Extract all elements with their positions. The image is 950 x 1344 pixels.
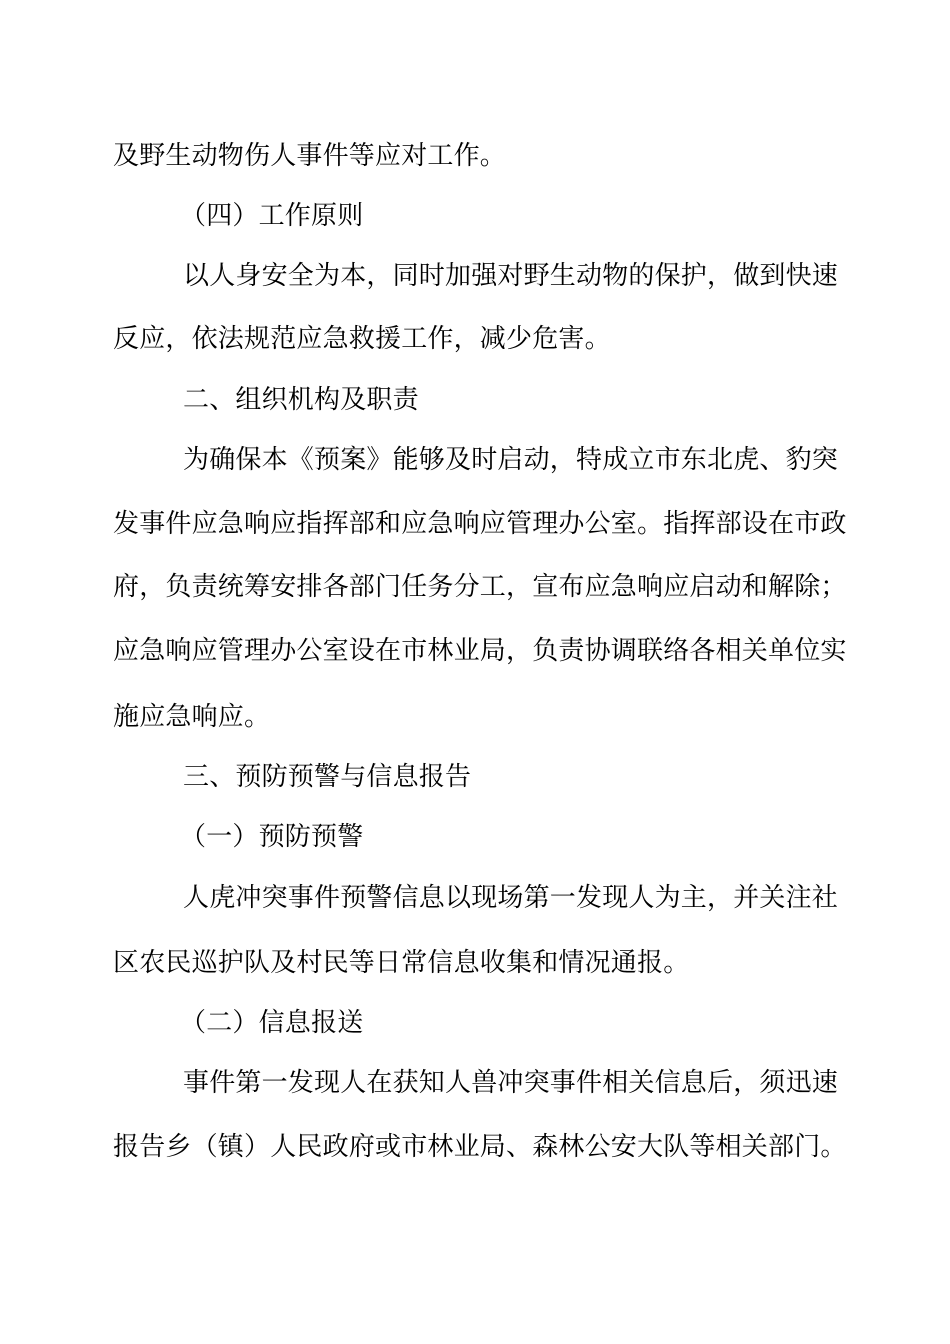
body-text-line: 府，负责统筹安排各部门任务分工，宣布应急响应启动和解除；: [113, 572, 847, 602]
body-text-line: 及野生动物伤人事件等应对工作。: [113, 141, 507, 171]
body-text-line: 报告乡（镇）人民政府或市林业局、森林公安大队等相关部门。: [113, 1132, 847, 1162]
body-text-line: 区农民巡护队及村民等日常信息收集和情况通报。: [113, 948, 690, 978]
body-text-line: 事件第一发现人在获知人兽冲突事件相关信息后，须迅速: [183, 1068, 839, 1098]
body-text-line: 为确保本《预案》能够及时启动，特成立市东北虎、豹突: [183, 445, 839, 475]
subsection-heading: （二）信息报送: [180, 1008, 364, 1038]
body-text-line: 施应急响应。: [113, 702, 271, 732]
section-heading: 三、预防预警与信息报告: [183, 762, 472, 792]
section-heading: 二、组织机构及职责: [183, 385, 419, 415]
body-text-line: 人虎冲突事件预警信息以现场第一发现人为主，并关注社: [183, 883, 839, 913]
body-text-line: 应急响应管理办公室设在市林业局，负责协调联络各相关单位实: [113, 636, 847, 666]
body-text-line: 发事件应急响应指挥部和应急响应管理办公室。指挥部设在市政: [113, 509, 847, 539]
body-text-line: 以人身安全为本，同时加强对野生动物的保护，做到快速: [183, 261, 839, 291]
subsection-heading: （四）工作原则: [180, 201, 364, 231]
subsection-heading: （一）预防预警: [180, 822, 364, 852]
body-text-line: 反应，依法规范应急救援工作，减少危害。: [113, 324, 611, 354]
